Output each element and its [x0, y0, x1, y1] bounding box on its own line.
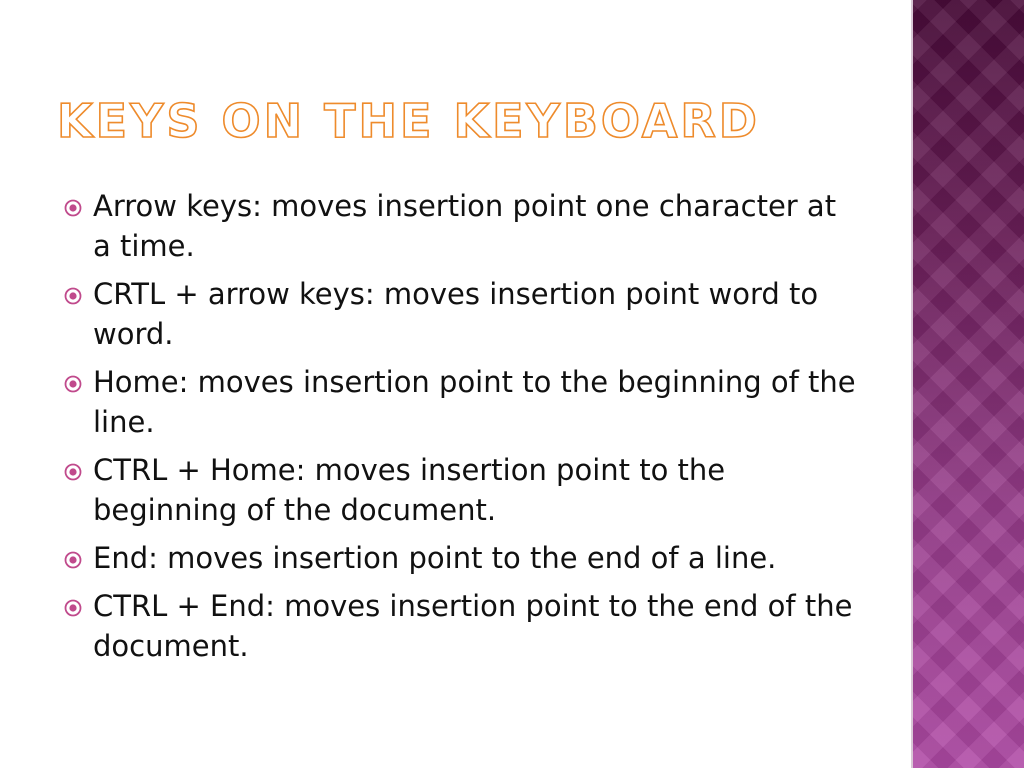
circled-dot-icon	[64, 199, 82, 217]
decorative-side-band	[913, 0, 1024, 768]
bullet-text: Arrow keys: moves insertion point one character at a time.	[93, 189, 837, 263]
circled-dot-icon	[64, 551, 82, 569]
bullet-text: Home: moves insertion point to the beginning of the line.	[93, 365, 856, 439]
bullet-item	[62, 586, 862, 666]
bullet-text: CTRL + Home: moves insertion point to the beginning of the document.	[93, 453, 726, 527]
circled-dot-icon	[64, 463, 82, 481]
bullet-text: CRTL + arrow keys: moves insertion point word to word.	[93, 277, 819, 351]
bullet-text: End: moves insertion point to the end of a line.	[93, 541, 777, 575]
bullet-text: CTRL + End: moves insertion point to the end of the document.	[93, 589, 853, 663]
circled-dot-icon	[64, 375, 82, 393]
bullet-item	[62, 538, 862, 578]
bullet-item	[62, 186, 862, 266]
circled-dot-icon	[64, 599, 82, 617]
bullet-item	[62, 274, 862, 354]
bullet-item	[62, 450, 862, 530]
bullet-item	[62, 362, 862, 442]
circled-dot-icon	[64, 287, 82, 305]
slide-title: KEYS ON THE KEYBOARD	[57, 94, 760, 148]
bullet-list	[62, 186, 862, 674]
